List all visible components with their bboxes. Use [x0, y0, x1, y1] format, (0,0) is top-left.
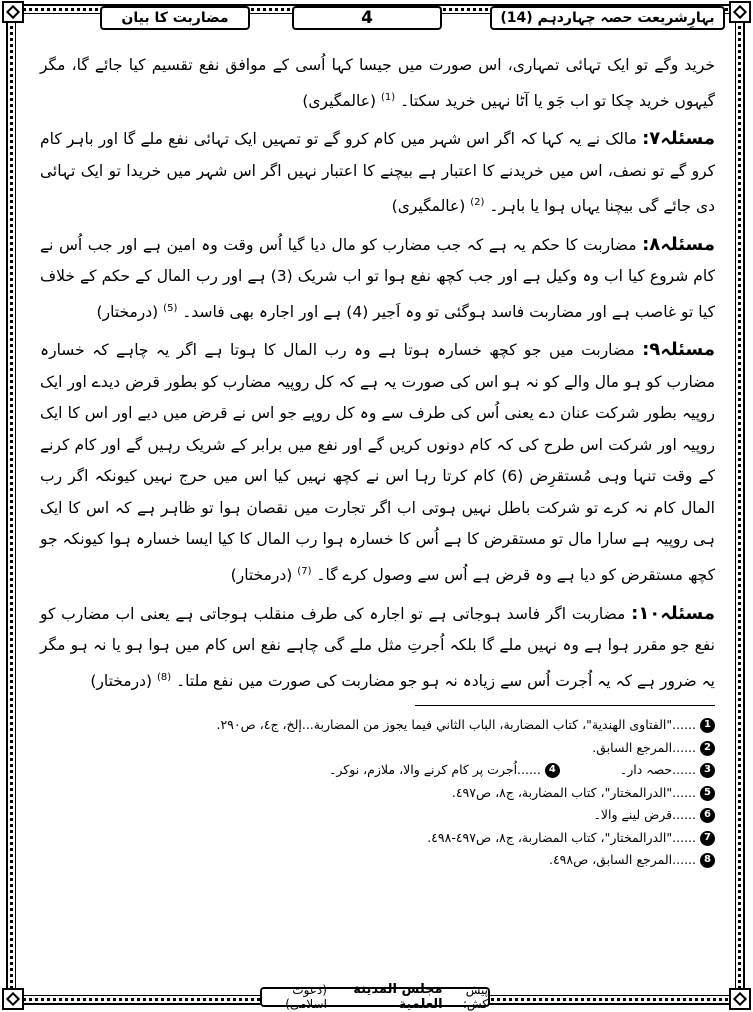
paragraph-text: مالک نے یہ کہا کہ اگر اس شہر میں کام کرو گے تو تمہیں ایک تہائی نفع ملے گا اور باہر کام کرو گے تو نصف، اس میں خریدنے کا اعتبار ہے بیچنے کا اعتبار نہیں اگر اس شہر میں خریدا تو ایک تہائی دی جائے گی بیچنا یہاں ہوا یا باہر۔: [40, 130, 715, 216]
footnote-divider: [415, 705, 715, 706]
paragraph: [40, 50, 715, 117]
source-citation: (عالمگیری): [302, 91, 377, 110]
footnote: [40, 804, 715, 827]
masala-paragraph: [40, 229, 715, 329]
footnote: [40, 849, 715, 872]
footnote-row: [40, 759, 715, 782]
masala-paragraph: [40, 123, 715, 223]
footnote-ref: (1): [380, 91, 396, 103]
footnote-ref: (8): [156, 671, 172, 683]
publisher-name: مجلس المدينة العلمية: [353, 982, 443, 1012]
footnote-number: 6: [700, 808, 715, 823]
page-header: [28, 6, 725, 32]
publisher-org: (دعوت اسلامی): [285, 983, 327, 1011]
page-body: [40, 50, 715, 872]
footnote-ref: (2): [470, 197, 485, 209]
footer-prefix: پیش کش:: [462, 983, 488, 1011]
footnote: [329, 759, 560, 782]
footnote-number: 3: [700, 763, 715, 778]
source-citation: (درمختار): [230, 566, 293, 585]
footnote-number: 5: [700, 786, 715, 801]
paragraph-text: خرید وگے تو ایک تہائی تمہاری، اس صورت میں جیسا کہا اُسی کے موافق نفع تقسیم کیا جائے گا، مگر گیہوں خرید چکا تو اب جَو یا آٹا نہیں خرید سکتا۔: [40, 56, 715, 110]
footnote-ref: (5): [163, 302, 178, 314]
footnote: [620, 759, 715, 782]
footnote-text: ......قرض لینے والا۔: [593, 807, 696, 823]
footnote: [40, 827, 715, 850]
footnote-text: ......المرجع السابق.: [592, 739, 696, 755]
footnote-number: 7: [700, 831, 715, 846]
footnote: [40, 737, 715, 760]
page-number: 4: [292, 6, 442, 30]
corner-ornament-icon: [2, 1, 24, 23]
footnote-ref: (7): [297, 565, 312, 577]
corner-ornament-icon: [2, 988, 24, 1010]
footnotes: [40, 714, 715, 872]
footnote-text: ......حصہ دار۔: [619, 762, 696, 778]
footnote-number: 2: [700, 741, 715, 756]
footnote: [40, 782, 715, 805]
paragraph-text: مضاربت اگر فاسد ہوجاتی ہے تو اجارہ کی طرف منقلب ہوجاتی ہے یعنی اب مضارب کو نفع جو مقرر ہوا ہے وہ نہیں ملے گا بلکہ اُجرتِ مثل ملے گی چاہے نفع اس کام میں ہوا ہو یا نہ ہو مگر یہ ضرور ہے کہ یہ اُجرت اُس سے زیادہ نہ ہو جو مضاربت کی صورت میں نفع ملتا۔: [40, 604, 715, 690]
footnote-text: ......المرجع السابق، ص٤٩٨.: [548, 852, 696, 868]
footnote: [40, 714, 715, 737]
footnote-number: 4: [545, 763, 560, 778]
source-citation: (عالمگیری): [391, 197, 466, 216]
footnote-text: ......"الدرالمختار"، كتاب المضاربة، ج٨، ص٤٩٧.: [451, 784, 696, 800]
chapter-title: مضاربت کا بیان: [100, 6, 250, 30]
book-title: بہارِشریعت حصہ چہاردہم (14): [490, 6, 725, 30]
corner-ornament-icon: [729, 988, 751, 1010]
source-citation: (درمختار): [90, 671, 153, 690]
paragraph-text: مضاربت کا حکم یہ ہے کہ جب مضارب کو مال دیا گیا اُس وقت وہ امین ہے اور جب اُس نے کام شروع کیا اب وہ وکیل ہے اور جب کچھ نفع ہوا تو اب شریک (3) ہے اور رب المال کے حکم کے خلاف کیا تو غاصب ہے اور مضاربت فاسد ہوگئی تو وہ اَجیر (4) ہے اور اجارہ بھی فاسد۔: [40, 235, 715, 321]
masala-paragraph: [40, 598, 715, 698]
masala-label: مسئلہ۸:: [642, 233, 715, 255]
masala-label: مسئلہ۷:: [642, 128, 715, 150]
masala-paragraph: [40, 334, 715, 591]
masala-label: مسئلہ۹:: [642, 339, 715, 361]
footnote-text: ......"الدرالمختار"، كتاب المضاربة، ج٨، ص٤٩٧-٤٩٨.: [427, 829, 696, 845]
footnote-number: 1: [700, 718, 715, 733]
page-footer: [260, 982, 490, 1012]
footnote-number: 8: [700, 853, 715, 868]
footnote-text: ......"الفتاوى الهندية"، كتاب المضاربة، الباب الثاني فيما يجوز من المضاربة...إلخ، ج٤، ص٢٩٠.: [216, 717, 696, 733]
masala-label: مسئلہ۱۰:: [631, 602, 715, 624]
footnote-text: ......اُجرت پر کام کرنے والا، ملازم، نوکر۔: [329, 762, 541, 778]
source-citation: (درمختار): [96, 302, 159, 321]
corner-ornament-icon: [729, 1, 751, 23]
paragraph-text: مضاربت میں جو کچھ خسارہ ہوتا ہے وہ رب المال کا ہوتا ہے اگر یہ چاہے کہ خسارہ مضارب کو ہو مال والے کو نہ ہو اس کی صورت یہ ہے کہ کل روپیہ مضارب کو بطور قرض دیدے اور ایک روپیہ بطور شرکت عنان دے یعنی اُس کی طرف سے وہ کل روپے جو اس نے قرض میں دیے اور اس کا ایک روپیہ اور شرکت اس طرح کی کہ کام دونوں کریں گے اور نفع میں برابر کے شریک رہیں گے اور کام کرنے کے وقت تنہا وہی مُستقرِض (6) کام کرتا رہا اس نے کچھ نہیں کیا اس میں حرج نہیں کیونکہ اگر رب المال کام نہ کرے تو شرکت باطل نہیں ہوتی اب اگر تجارت میں نقصان ہوا تو ظاہر ہے کہ اس کا ایک ہی روپیہ ہے سارا مال تو مستقرض کا ہے اُس کا خسارہ ہوا رب المال کا کیا ایسا خسارہ ہوا کیونکہ جو کچھ مستقرض کو دیا ہے وہ قرض ہے اُس سے وصول کرے گا۔: [40, 341, 715, 585]
